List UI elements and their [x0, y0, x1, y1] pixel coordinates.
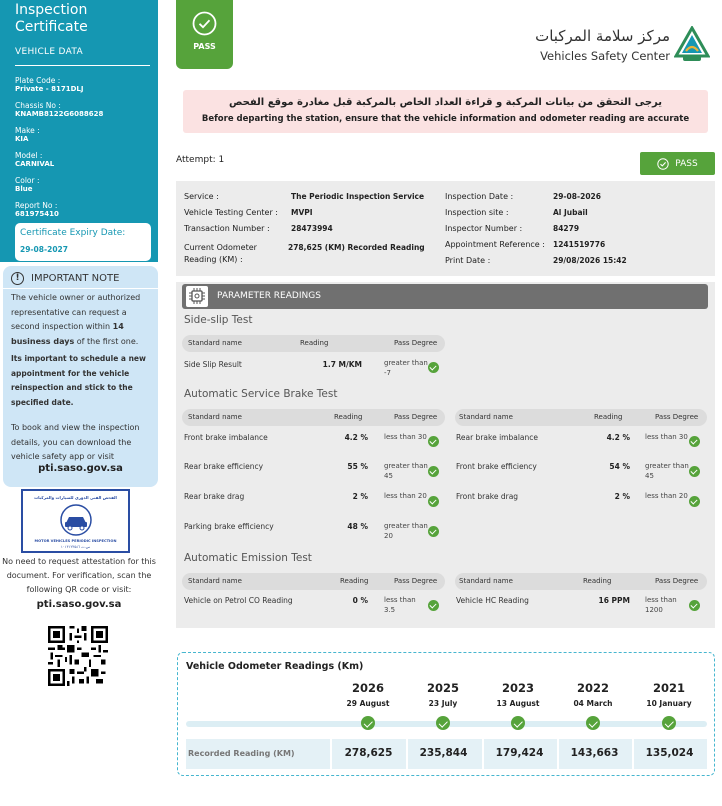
- col-standard-name: Standard name: [188, 413, 242, 421]
- pass-check-icon: [689, 466, 700, 477]
- pass-badge: [176, 0, 233, 69]
- inspection-site-label: Inspection site :: [445, 208, 509, 217]
- row-name: Front brake drag: [456, 492, 519, 501]
- table-header: [455, 409, 707, 426]
- col-pass-degree: Pass Degree: [394, 339, 438, 347]
- row-pass-degree: greater than 45: [384, 462, 428, 480]
- qr-code[interactable]: [48, 626, 108, 686]
- row-reading: 2 %: [352, 492, 368, 501]
- recorded-reading-value: 235,844: [419, 747, 468, 759]
- recorded-reading-value: 143,663: [570, 747, 619, 759]
- emission-test-title: Automatic Emission Test: [184, 552, 312, 564]
- row-reading: 55 %: [347, 462, 368, 471]
- pass-check-icon: [689, 600, 700, 611]
- odometer-value: 278,625 (KM) Recorded Reading: [288, 243, 425, 252]
- verification-text: No need to request attestation for this document. For verification, scan the following QR code or visit:: [2, 557, 156, 594]
- note-text: of the first one.: [76, 336, 139, 346]
- make-field: [15, 126, 155, 144]
- pass-badge-label: PASS: [193, 42, 216, 51]
- service-label: Service :: [184, 192, 219, 201]
- vsc-logo-icon: [674, 26, 710, 64]
- pass-check-icon: [689, 496, 700, 507]
- field-value: 681975410: [15, 210, 59, 218]
- recorded-reading-value: 135,024: [645, 747, 694, 759]
- row-name: Rear brake drag: [184, 492, 245, 501]
- odometer-date: 10 January: [646, 699, 692, 708]
- vehicle-data-panel: [0, 0, 158, 262]
- field-label: Chassis No :: [15, 101, 61, 110]
- inspection-date-value: 29-08-2026: [553, 192, 601, 201]
- parameter-readings: [176, 282, 715, 628]
- vehicle-data-label: VEHICLE DATA: [15, 47, 83, 57]
- timeline-check-icon: [361, 716, 375, 730]
- inspection-date-label: Inspection Date :: [445, 192, 514, 201]
- odometer-title: Vehicle Odometer Readings (Km): [186, 661, 364, 672]
- row-pass-degree: less than 30: [645, 433, 688, 441]
- note-text: The vehicle owner or authorized representative can request a second inspection within: [11, 293, 141, 331]
- row-pass-degree: less than 20: [384, 492, 427, 500]
- odometer-entry: [629, 681, 709, 708]
- timeline-check-icon: [662, 716, 676, 730]
- odometer-date: 29 August: [346, 699, 390, 708]
- odometer-label: Current Odometer Reading (KM) :: [184, 243, 257, 264]
- verification-link[interactable]: pti.saso.gov.sa: [36, 599, 122, 610]
- warning-english: Before departing the station, ensure that the vehicle information and odometer reading are accurate: [201, 114, 690, 124]
- recorded-reading-value: 278,625: [344, 747, 393, 759]
- note-paragraph-3: To book and view the inspection details, you can download the vehicle safety app or visit: [11, 423, 140, 461]
- center-value: MVPI: [291, 208, 313, 217]
- row-name: Parking brake efficiency: [184, 522, 274, 531]
- pass-check-icon: [428, 466, 439, 477]
- inspection-stamp: [21, 489, 130, 553]
- table-header: [182, 409, 445, 426]
- row-name: Vehicle on Petrol CO Reading: [184, 596, 293, 605]
- table-header: [455, 573, 707, 590]
- odometer-readings: [177, 652, 715, 776]
- col-reading: Reading: [300, 339, 329, 347]
- odometer-year: 2021: [652, 681, 685, 695]
- center-label: Vehicle Testing Center :: [184, 208, 278, 217]
- inspector-label: Inspector Number :: [445, 224, 523, 233]
- row-name: Rear brake imbalance: [456, 433, 538, 442]
- stamp-code: س.ت ١٠١٣١٢٣٥٤٦: [60, 545, 91, 549]
- note-paragraph-1: [11, 291, 153, 349]
- odometer-entry: [328, 681, 408, 708]
- row-name: Rear brake efficiency: [184, 462, 264, 471]
- table-header: [182, 573, 445, 590]
- field-value: CARNIVAL: [15, 160, 55, 168]
- col-pass-degree: Pass Degree: [394, 577, 438, 585]
- chassis-field: [15, 101, 155, 119]
- expiry-value: 29-08-2027: [20, 245, 68, 254]
- stamp-car-icon: [59, 503, 93, 537]
- field-label: Make :: [15, 126, 40, 135]
- col-pass-degree: Pass Degree: [394, 413, 438, 421]
- odometer-date: 23 July: [428, 699, 458, 708]
- row-reading: 4.2 %: [606, 433, 630, 442]
- recorded-reading-label: Recorded Reading (KM): [188, 749, 295, 758]
- row-reading: 0 %: [352, 596, 368, 605]
- odometer-entry: [478, 681, 558, 708]
- chip-icon: [186, 286, 208, 307]
- transaction-value: 28473994: [291, 224, 333, 233]
- transaction-label: Transaction Number :: [184, 224, 270, 233]
- important-note: [3, 266, 158, 487]
- info-icon: !: [11, 272, 24, 285]
- row-reading: 48 %: [347, 522, 368, 531]
- color-field: [15, 176, 155, 194]
- timeline-check-icon: [511, 716, 525, 730]
- row-reading: 16 PPM: [598, 596, 630, 605]
- pass-check-icon: [428, 436, 439, 447]
- odometer-year: 2022: [576, 681, 609, 695]
- odometer-entry: [403, 681, 483, 708]
- row-name: Vehicle HC Reading: [456, 596, 529, 605]
- pass-check-icon: [428, 362, 439, 373]
- attempt-label: Attempt: 1: [176, 155, 225, 165]
- field-label: Model :: [15, 151, 43, 160]
- note-header: [11, 271, 119, 285]
- col-standard-name: Standard name: [188, 577, 242, 585]
- col-reading: Reading: [594, 413, 623, 421]
- col-reading: Reading: [583, 577, 612, 585]
- col-pass-degree: Pass Degree: [655, 577, 699, 585]
- field-label: Report No :: [15, 201, 58, 210]
- row-pass-degree: less than 1200: [645, 596, 677, 614]
- pass-check-icon: [428, 496, 439, 507]
- model-field: [15, 151, 155, 169]
- timeline-check-icon: [586, 716, 600, 730]
- odometer-year: 2023: [501, 681, 534, 695]
- service-value: The Periodic Inspection Service: [291, 192, 425, 201]
- col-reading: Reading: [340, 577, 369, 585]
- divider: [15, 65, 150, 66]
- warning-arabic: يرجى التحقق من بيانات المركبة و قراءة العداد الخاص بالمركبة قبل مغادرة موقع الفحص: [229, 97, 662, 108]
- row-reading: 2 %: [614, 492, 630, 501]
- odometer-year: 2026: [351, 681, 384, 695]
- pass-status-button[interactable]: [640, 152, 715, 175]
- col-standard-name: Standard name: [188, 339, 242, 347]
- warning-banner: [183, 90, 708, 133]
- field-value: Private - 8171DLJ: [15, 85, 84, 93]
- note-paragraph-2: Its important to schedule a new appointment for the vehicle reinspection and stick to the specified date.: [11, 354, 146, 407]
- print-date-label: Print Date :: [445, 256, 491, 265]
- row-pass-degree: greater than 45: [645, 462, 689, 480]
- note-title: IMPORTANT NOTE: [31, 272, 120, 284]
- brand-name-arabic: مركز سلامة المركبات: [535, 27, 670, 45]
- row-pass-degree: less than 20: [645, 492, 688, 500]
- note-link[interactable]: pti.saso.gov.sa: [38, 463, 123, 474]
- col-reading: Reading: [334, 413, 363, 421]
- field-label: Plate Code :: [15, 76, 61, 85]
- odometer-date: 04 March: [573, 699, 613, 708]
- pass-check-icon: [689, 436, 700, 447]
- timeline-check-icon: [436, 716, 450, 730]
- parameter-readings-bar: [182, 284, 708, 309]
- row-pass-degree: less than 3.5: [384, 596, 416, 614]
- row-pass-degree: greater than -7: [384, 359, 428, 377]
- parameter-readings-title: PARAMETER READINGS: [217, 291, 321, 301]
- appointment-label: Appointment Reference :: [445, 240, 545, 249]
- field-value: KNAMB8122G6088628: [15, 110, 104, 118]
- recorded-reading-row: [186, 739, 707, 769]
- table-header: [182, 335, 445, 352]
- col-pass-degree: Pass Degree: [655, 413, 699, 421]
- row-reading: 1.7 M/KM: [322, 360, 362, 369]
- odometer-entry: [553, 681, 633, 708]
- row-name: Side Slip Result: [184, 360, 242, 369]
- inspection-site-value: Al Jubail: [553, 208, 588, 217]
- brand-name-english: Vehicles Safety Center: [540, 49, 670, 63]
- pass-status-label: PASS: [675, 158, 698, 169]
- stamp-arabic: الفحص الفني الدوري للسيارات والمركبات: [34, 495, 117, 500]
- note-emphasis: 14 business days: [11, 322, 124, 346]
- row-pass-degree: less than 30: [384, 433, 427, 441]
- appointment-value: 1241519776: [553, 240, 606, 249]
- inspection-info: [176, 181, 715, 276]
- sideslip-title: Side-slip Test: [184, 314, 253, 326]
- recorded-reading-value: 179,424: [495, 747, 544, 759]
- field-value: Blue: [15, 185, 33, 193]
- divider: [3, 288, 158, 289]
- row-reading: 4.2 %: [344, 433, 368, 442]
- expiry-box: [15, 223, 151, 261]
- report-no-field: [15, 201, 155, 219]
- brake-test-title: Automatic Service Brake Test: [184, 388, 338, 400]
- expiry-label: Certificate Expiry Date:: [20, 228, 126, 238]
- certificate-title: Inspection Certificate: [15, 2, 88, 35]
- odometer-date: 13 August: [496, 699, 540, 708]
- sidebar: [0, 0, 158, 806]
- col-standard-name: Standard name: [459, 413, 513, 421]
- print-date-value: 29/08/2026 15:42: [553, 256, 627, 265]
- field-value: KIA: [15, 135, 29, 143]
- col-standard-name: Standard name: [459, 577, 513, 585]
- inspector-value: 84279: [553, 224, 580, 233]
- check-circle-icon: [657, 158, 669, 170]
- pass-check-icon: [428, 526, 439, 537]
- row-pass-degree: greater than 20: [384, 522, 428, 540]
- row-name: Front brake imbalance: [184, 433, 268, 442]
- stamp-english: MOTOR VEHICLES PERIODIC INSPECTION: [34, 539, 117, 543]
- odometer-year: 2025: [426, 681, 459, 695]
- plate-code-field: [15, 76, 155, 94]
- row-name: Front brake efficiency: [456, 462, 537, 471]
- check-circle-icon: [192, 11, 217, 36]
- row-reading: 54 %: [609, 462, 630, 471]
- pass-check-icon: [428, 600, 439, 611]
- brand-logo: [500, 24, 716, 68]
- field-label: Color :: [15, 176, 40, 185]
